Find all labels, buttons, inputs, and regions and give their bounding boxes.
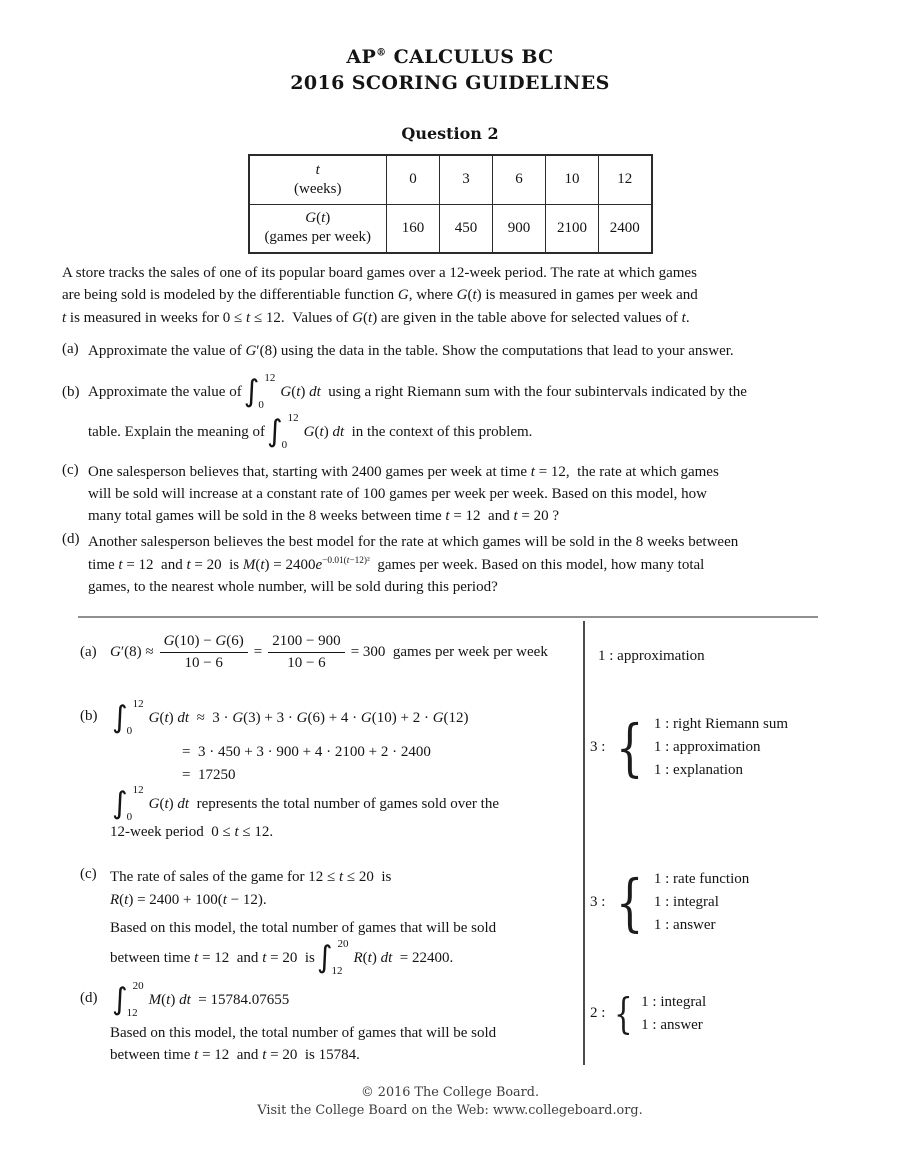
scoring-c <box>590 868 749 937</box>
t-units: (weeks) <box>294 180 342 197</box>
scoring-c-total: 3 : <box>590 894 606 910</box>
part-a-label: (a) <box>62 341 79 357</box>
integral-upper-limit: 20 <box>337 938 349 950</box>
table-header-g <box>249 204 387 253</box>
scoring-b-total: 3 : <box>590 739 606 755</box>
scoring-item: 1 : right Riemann sum <box>653 716 789 732</box>
fraction-denominator: 10 − 6 <box>184 655 223 671</box>
integral-sign <box>112 980 144 1020</box>
intro-line: A store tracks the sales of one of its popular board games over a 12-week period. The rate at which games <box>62 265 697 281</box>
left-brace: { <box>616 711 644 784</box>
table-cell-t4: 12 <box>599 155 652 204</box>
integral-glyph: ∫ <box>112 700 128 735</box>
integral-glyph: ∫ <box>243 374 260 409</box>
scoring-item: 1 : rate function <box>653 871 750 887</box>
part-c-line: will be sold will increase at a constant rate of 100 games per week per week. Based on this model, how <box>88 485 707 502</box>
solution-d-integral-value: M(t) dt = 15784.07655 <box>148 991 290 1008</box>
integral-lower-limit: 0 <box>281 439 288 451</box>
solution-a-lead: G′(8) ≈ <box>110 644 154 660</box>
fraction-numerator: G(10) − G(6) <box>160 633 248 653</box>
table-cell-g4: 2400 <box>599 204 652 253</box>
part-c-line: One salesperson believes that, starting with 2400 games per week at time t = 12, the rate at which games <box>88 464 719 480</box>
fraction-denominator: 10 − 6 <box>287 655 326 671</box>
solution-b-line-1 <box>110 698 469 738</box>
integral-sign <box>112 784 144 824</box>
part-b-line-2 <box>88 412 868 452</box>
part-c-label: (c) <box>62 462 79 478</box>
table-cell-g1: 450 <box>440 204 493 253</box>
solution-c-line-2: R(t) = 2400 + 100(t − 12). <box>110 892 267 908</box>
solution-d <box>80 980 497 1070</box>
table-cell-t3: 10 <box>546 155 599 204</box>
solution-a <box>80 633 548 672</box>
integral-sign <box>317 938 349 978</box>
integral-limits <box>259 372 275 412</box>
table-row-t <box>249 155 652 204</box>
integral-limits <box>283 412 299 452</box>
question-heading: Question 2 <box>401 124 499 143</box>
solution-c-line-4 <box>110 938 453 978</box>
integral-glyph: ∫ <box>112 786 128 821</box>
solution-a-result: = 300 games per week per week <box>350 644 548 660</box>
table-cell-g0: 160 <box>387 204 440 253</box>
integral-lower-limit: 12 <box>331 965 343 977</box>
solution-c <box>80 866 497 981</box>
integral-upper-limit: 12 <box>287 412 299 424</box>
values-table <box>248 154 653 254</box>
problem-intro <box>62 262 862 329</box>
solution-a-label: (a) <box>80 644 97 660</box>
scoring-c-items <box>654 868 749 937</box>
footer-copyright: © 2016 The College Board. <box>360 1085 540 1100</box>
registered-trademark-symbol: ® <box>376 47 387 59</box>
part-b-label: (b) <box>62 383 80 400</box>
table-cell-g3: 2100 <box>546 204 599 253</box>
g-symbol: G(t) <box>305 210 331 227</box>
integral-lower-limit: 12 <box>126 1007 138 1019</box>
scoring-item: 1 : answer <box>641 1016 703 1033</box>
integral-glyph: ∫ <box>267 414 283 449</box>
intro-line: t is measured in weeks for 0 ≤ t ≤ 12. Values of G(t) are given in the table above for selected values of t. <box>62 309 690 326</box>
integral-sign <box>112 698 144 738</box>
scoring-item: 1 : explanation <box>653 762 744 778</box>
equals-sign: = <box>253 644 263 660</box>
solution-b-line-3: = 17250 <box>182 767 236 783</box>
values-table-container <box>0 154 900 254</box>
scoring-item: 1 : approximation <box>653 739 761 755</box>
title-ap: AP <box>346 46 377 68</box>
solution-c-line-3: Based on this model, the total number of games that will be sold <box>110 920 497 936</box>
solution-d-line-3: between time t = 12 and t = 20 is 15784. <box>110 1047 360 1063</box>
scoring-item: 1 : integral <box>653 894 719 910</box>
left-brace: { <box>614 989 634 1038</box>
scoring-b-items <box>654 713 788 782</box>
fraction <box>160 633 248 672</box>
integral-lower-limit: 0 <box>126 725 133 737</box>
solution-d-label: (d) <box>80 990 98 1006</box>
integral-upper-limit: 12 <box>132 784 144 796</box>
scoring-item: 1 : answer <box>653 917 716 933</box>
part-d-line: games, to the nearest whole number, will be sold during this period? <box>88 579 498 595</box>
table-header-t <box>249 155 387 204</box>
integral-upper-limit: 12 <box>132 698 144 710</box>
solution-c-text-pre: between time t = 12 and t = 20 is <box>110 949 315 966</box>
scoring-d-total: 2 : <box>590 1005 606 1021</box>
solution-b-meaning: G(t) dt represents the total number of games sold over the <box>148 795 499 812</box>
scoring-d <box>590 990 706 1037</box>
solution-c-label: (c) <box>80 866 97 882</box>
part-d-line: time t = 12 and t = 20 is $M(t) = 2400e^{-0.01(t-12)^2}$ games per week. Based on this model, how many total <box>88 555 705 573</box>
t-symbol: t <box>315 161 320 178</box>
question-part-b <box>62 372 868 452</box>
part-a-text: Approximate the value of G′(8) using the data in the table. Show the computations that lead to your answer. <box>88 343 734 359</box>
integral-lower-limit: 0 <box>258 399 264 411</box>
solution-b-riemann-sum: G(t) dt ≈ 3 · G(3) + 3 · G(6) + 4 · G(10) + 2 · G(12) <box>148 709 469 726</box>
solution-d-line-1 <box>110 980 289 1020</box>
part-c-text <box>88 462 868 527</box>
part-c-line: many total games will be sold in the 8 weeks between time t = 12 and t = 20 ? <box>88 507 560 524</box>
scoring-d-items <box>641 991 706 1037</box>
fraction-numerator: 2100 − 900 <box>268 633 344 653</box>
solution-b-line-2: = 3 · 450 + 3 · 900 + 4 · 2100 + 2 · 2400 <box>182 744 431 760</box>
integral-upper-limit: 20 <box>132 980 144 992</box>
solution-b-line-4 <box>110 784 499 824</box>
part-b-text-pre: Approximate the value of <box>88 383 242 400</box>
g-units: (games per week) <box>264 229 372 246</box>
part-b-text2-pre: table. Explain the meaning of <box>88 423 266 440</box>
part-b-text-post: G(t) dt using a right Riemann sum with the four subintervals indicated by the <box>280 383 747 400</box>
table-cell-t1: 3 <box>440 155 493 204</box>
solution-b-label: (b) <box>80 708 98 724</box>
left-brace: { <box>616 866 644 939</box>
title-line-2: 2016 SCORING GUIDELINES <box>290 72 610 94</box>
integral-glyph: ∫ <box>112 982 128 1017</box>
integral-sign <box>244 372 276 412</box>
solution-c-line-1: The rate of sales of the game for 12 ≤ t ≤ 20 is <box>110 869 392 885</box>
question-part-c <box>62 462 868 527</box>
integral-limits <box>128 698 144 738</box>
solution-d-line-2: Based on this model, the total number of games that will be sold <box>110 1025 497 1041</box>
scoring-b <box>590 713 788 782</box>
part-d-text <box>88 531 868 599</box>
integral-limits <box>128 980 144 1020</box>
part-d-label: (d) <box>62 531 80 547</box>
title-course: CALCULUS BC <box>386 46 554 68</box>
table-cell-t2: 6 <box>493 155 546 204</box>
solution-c-text-post: R(t) dt = 22400. <box>353 949 454 966</box>
part-b-text2-post: G(t) dt in the context of this problem. <box>303 423 533 440</box>
intro-line: are being sold is modeled by the differentiable function G, where G(t) is measured in games per week and <box>62 287 698 304</box>
question-part-a <box>62 341 868 363</box>
table-cell-g2: 900 <box>493 204 546 253</box>
table-cell-t0: 0 <box>387 155 440 204</box>
title-line-1 <box>0 44 900 70</box>
solution-b-line-5: 12-week period 0 ≤ t ≤ 12. <box>110 824 274 840</box>
fraction <box>268 633 344 672</box>
document-title <box>0 44 900 96</box>
integral-upper-limit: 12 <box>264 372 276 384</box>
integral-limits <box>332 938 348 978</box>
part-b-line-1 <box>62 372 868 412</box>
page-footer <box>0 1084 900 1119</box>
integral-limits <box>128 784 144 824</box>
integral-lower-limit: 0 <box>126 811 133 823</box>
question-part-d <box>62 531 868 599</box>
integral-glyph: ∫ <box>316 940 333 975</box>
scoring-a: 1 : approximation <box>598 648 705 664</box>
solution-b <box>80 698 499 848</box>
part-d-line: Another salesperson believes the best model for the rate at which games will be sold in the 8 weeks between <box>88 534 739 550</box>
table-row-g <box>249 204 652 253</box>
solutions-section <box>0 618 900 1070</box>
scoring-item: 1 : integral <box>641 993 707 1010</box>
footer-web: Visit the College Board on the Web: www.collegeboard.org. <box>257 1102 643 1118</box>
column-divider <box>583 621 585 1065</box>
integral-sign <box>267 412 299 452</box>
